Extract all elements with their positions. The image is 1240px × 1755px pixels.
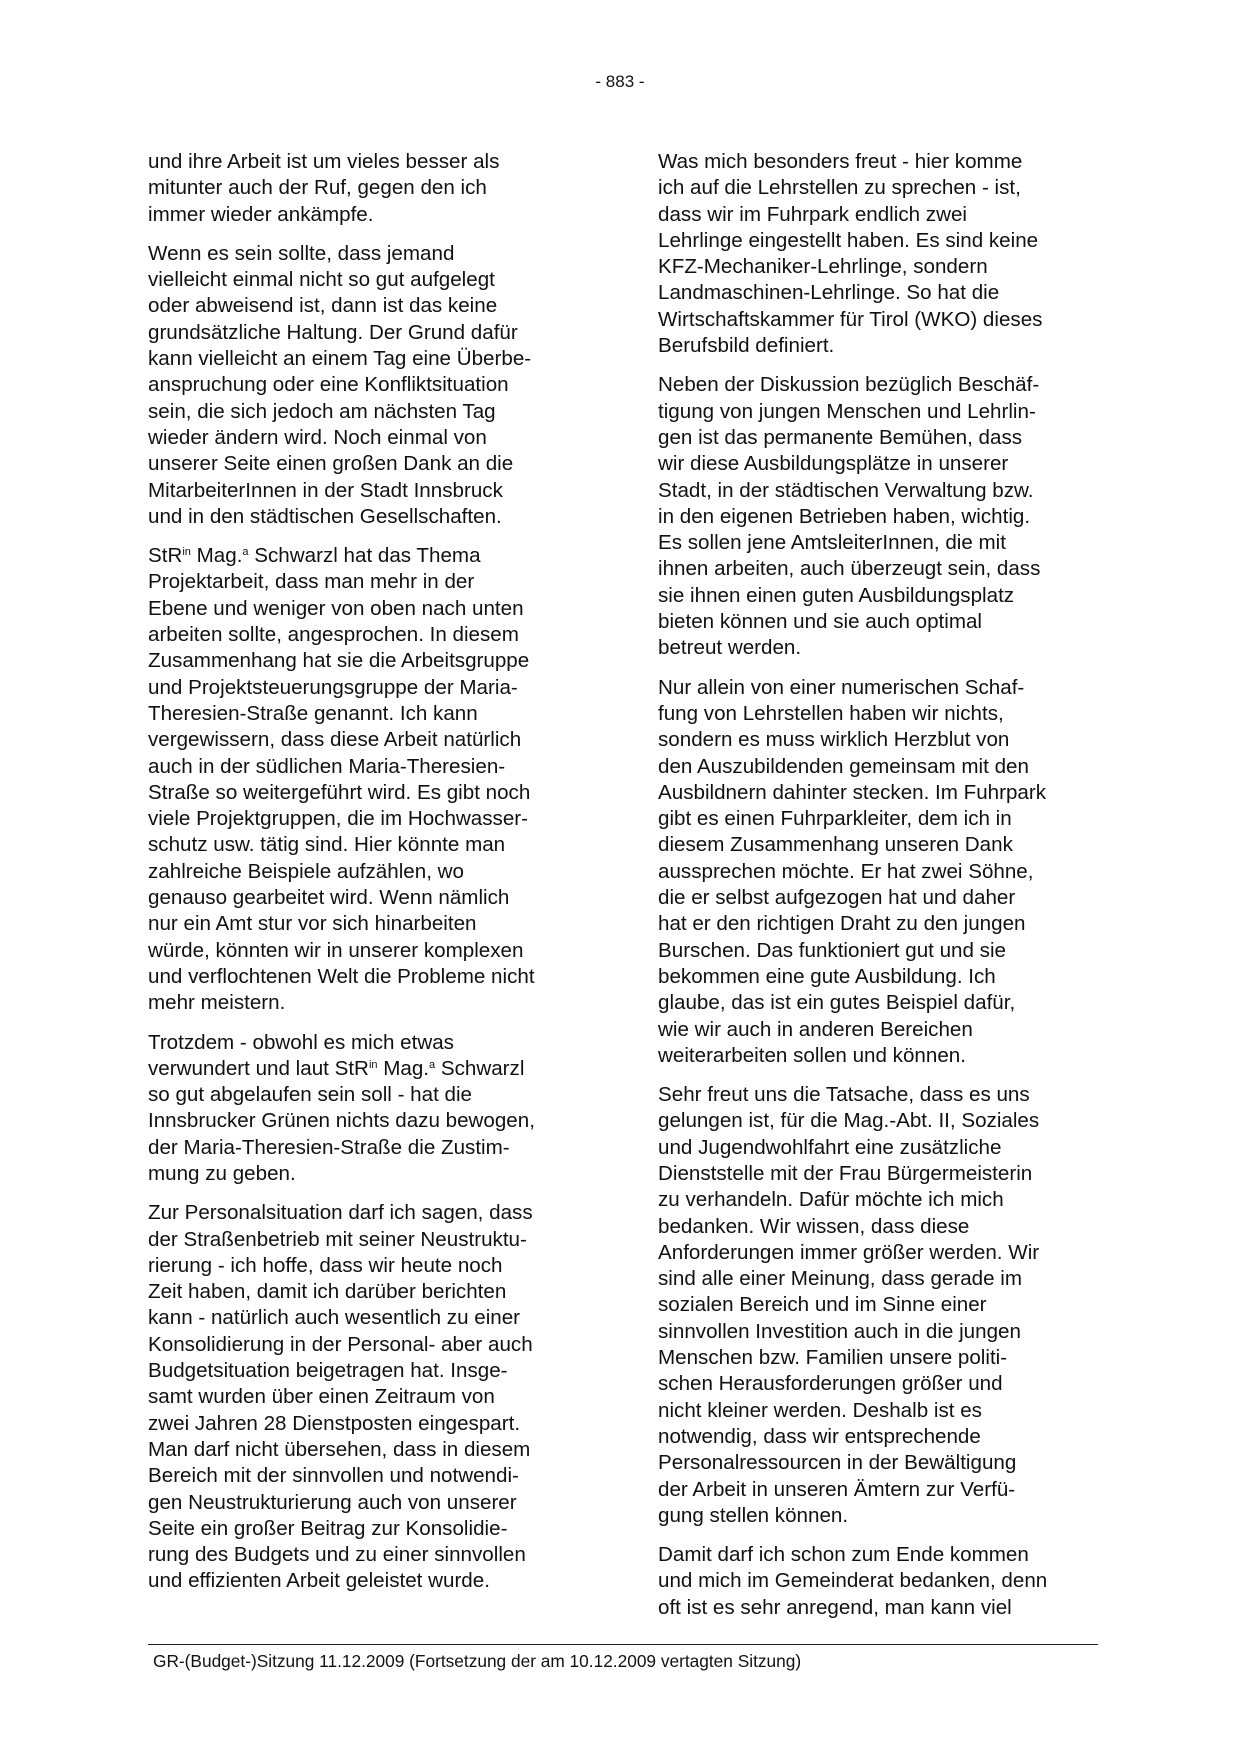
paragraph xyxy=(658,1542,1113,1621)
text-line: der Maria-Theresien-Straße die Zustim- xyxy=(148,1135,510,1159)
text-line: Ausbildnern dahinter stecken. Im Fuhrpark xyxy=(658,780,1047,804)
footer-divider xyxy=(148,1644,1098,1645)
text-line: Ebene und weniger von oben nach unten xyxy=(148,596,524,620)
text-line: sie ihnen einen guten Ausbildungsplatz xyxy=(658,583,1015,607)
text-line: Dienststelle mit der Frau Bürgermeisterin xyxy=(658,1161,1033,1185)
text-line: vergewissern, dass diese Arbeit natürlich xyxy=(148,728,522,752)
text-line: fung von Lehrstellen haben wir nichts, xyxy=(658,701,1004,725)
text-line: den Auszubildenden gemeinsam mit den xyxy=(658,754,1029,778)
footer-session-info: GR-(Budget-)Sitzung 11.12.2009 (Fortsetzung der am 10.12.2009 vertagten Sitzung) xyxy=(153,1651,802,1671)
text-line: genauso gearbeitet wird. Wenn nämlich xyxy=(148,886,510,910)
text-line: gung stellen können. xyxy=(658,1503,849,1527)
text-line: Budgetsituation beigetragen hat. Insge- xyxy=(148,1359,508,1383)
paragraph xyxy=(148,1030,603,1188)
text-line: mitunter auch der Ruf, gegen den ich xyxy=(148,176,487,200)
text-line: gibt es einen Fuhrparkleiter, dem ich in xyxy=(658,807,1012,831)
paragraph xyxy=(658,149,1113,359)
text-line: immer wieder ankämpfe. xyxy=(148,202,374,226)
text-line: und in den städtischen Gesellschaften. xyxy=(148,504,502,528)
text-line: sind alle einer Meinung, dass gerade im xyxy=(658,1267,1023,1291)
text-line: Theresien-Straße genannt. Ich kann xyxy=(148,701,478,725)
text-line: Wenn es sein sollte, dass jemand xyxy=(148,241,455,265)
text-line: und Projektsteuerungsgruppe der Maria- xyxy=(148,675,518,699)
text-line: Was mich besonders freut - hier komme xyxy=(658,150,1023,173)
text-line: unserer Seite einen großen Dank an die xyxy=(148,452,514,476)
text-line: Personalressourcen in der Bewältigung xyxy=(658,1451,1017,1475)
text-line: Zur Personalsituation darf ich sagen, dass xyxy=(148,1201,533,1225)
superscript: a xyxy=(429,1058,436,1071)
text-line: sondern es muss wirklich Herzblut von xyxy=(658,728,1010,752)
text-line: und effizienten Arbeit geleistet wurde. xyxy=(148,1569,490,1593)
text-line: so gut abgelaufen sein soll - hat die xyxy=(148,1083,472,1107)
text-line: grundsätzliche Haltung. Der Grund dafür xyxy=(148,320,518,344)
paragraph xyxy=(658,372,1113,661)
text-line: gen ist das permanente Bemühen, dass xyxy=(658,425,1023,449)
text-line: KFZ-Mechaniker-Lehrlinge, sondern xyxy=(658,255,988,279)
text-line: Es sollen jene AmtsleiterInnen, die mit xyxy=(658,531,1006,555)
text-line: arbeiten sollte, angesprochen. In diesem xyxy=(148,623,519,647)
text-line: Landmaschinen-Lehrlinge. So hat die xyxy=(658,281,1000,305)
text-line: würde, könnten wir in unserer komplexen xyxy=(148,938,524,962)
text-line: StR$^{in}$ Mag.$^a$ Schwarzl hat das Thema xyxy=(148,544,481,568)
text-line: bedanken. Wir wissen, dass diese xyxy=(658,1214,970,1238)
text-line: Lehrlinge eingestellt haben. Es sind keine xyxy=(658,228,1039,252)
text-line: Stadt, in der städtischen Verwaltung bzw. xyxy=(658,478,1034,502)
text-line: Wirtschaftskammer für Tirol (WKO) dieses xyxy=(658,307,1043,331)
text-line: Burschen. Das funktioniert gut und sie xyxy=(658,938,1007,962)
text-line: Innsbrucker Grünen nichts dazu bewogen, xyxy=(148,1109,535,1133)
paragraph xyxy=(658,1082,1113,1529)
text-line: rierung - ich hoffe, dass wir heute noch xyxy=(148,1253,503,1277)
left-column xyxy=(148,149,603,1608)
text-line: Nur allein von einer numerischen Schaf- xyxy=(658,675,1025,699)
text-line: Man darf nicht übersehen, dass in diesem xyxy=(148,1437,531,1461)
text-line: Sehr freut uns die Tatsache, dass es uns xyxy=(658,1083,1030,1107)
text-line: Anforderungen immer größer werden. Wir xyxy=(658,1240,1040,1264)
text-line: Zusammenhang hat sie die Arbeitsgruppe xyxy=(148,649,530,673)
paragraph xyxy=(148,149,603,228)
paragraph xyxy=(148,543,603,1016)
text-line: Berufsbild definiert. xyxy=(658,334,835,358)
text-line: kann vielleicht an einem Tag eine Überbe- xyxy=(148,347,532,371)
text-line: hat er den richtigen Draht zu den jungen xyxy=(658,912,1026,936)
text-line: Seite ein großer Beitrag zur Konsolidie- xyxy=(148,1516,508,1540)
text-line: glaube, das ist ein gutes Beispiel dafür, xyxy=(658,991,1016,1015)
text-line: notwendig, dass wir entsprechende xyxy=(658,1424,981,1448)
text-line: rung des Budgets und zu einer sinnvollen xyxy=(148,1543,526,1567)
text-line: gen Neustrukturierung auch von unserer xyxy=(148,1490,517,1514)
text-line: schen Herausforderungen größer und xyxy=(658,1372,1003,1396)
text-line: aussprechen möchte. Er hat zwei Söhne, xyxy=(658,859,1034,883)
text-line: kann - natürlich auch wesentlich zu einer xyxy=(148,1306,521,1330)
text-line: oder abweisend ist, dann ist das keine xyxy=(148,294,498,318)
text-line: weiterarbeiten sollen und können. xyxy=(658,1043,966,1067)
text-line: Projektarbeit, dass man mehr in der xyxy=(148,570,475,594)
text-line: MitarbeiterInnen in der Stadt Innsbruck xyxy=(148,478,503,502)
text-line: anspruchung oder eine Konfliktsituation xyxy=(148,373,509,397)
superscript: in xyxy=(368,1058,378,1071)
text-line: ich auf die Lehrstellen zu sprechen - ist, xyxy=(658,176,1021,200)
text-line: Trotzdem - obwohl es mich etwas xyxy=(148,1030,454,1054)
text-line: sinnvollen Investition auch in die jungen xyxy=(658,1319,1021,1343)
right-column xyxy=(658,149,1113,1634)
superscript: in xyxy=(182,546,191,559)
text-line: zwei Jahren 28 Dienstposten eingespart. xyxy=(148,1411,521,1435)
text-line: nur ein Amt stur vor sich hinarbeiten xyxy=(148,912,477,936)
text-line: wieder ändern wird. Noch einmal von xyxy=(148,425,487,449)
text-line: Zeit haben, damit ich darüber berichten xyxy=(148,1280,507,1304)
text-line: in den eigenen Betrieben haben, wichtig. xyxy=(658,504,1031,528)
text-line: diesem Zusammenhang unseren Dank xyxy=(658,833,1013,857)
text-line: wir diese Ausbildungsplätze in unserer xyxy=(658,452,1009,476)
text-line: und verflochtenen Welt die Probleme nicht xyxy=(148,964,535,988)
text-line: mung zu geben. xyxy=(148,1161,296,1185)
text-line: zu verhandeln. Dafür möchte ich mich xyxy=(658,1188,1004,1212)
text-line: sein, die sich jedoch am nächsten Tag xyxy=(148,399,496,423)
text-line: mehr meistern. xyxy=(148,991,286,1015)
text-line: nicht kleiner werden. Deshalb ist es xyxy=(658,1398,982,1422)
text-line: und ihre Arbeit ist um vieles besser als xyxy=(148,150,500,173)
paragraph xyxy=(148,241,603,530)
text-line: bekommen eine gute Ausbildung. Ich xyxy=(658,964,996,988)
text-line: betreut werden. xyxy=(658,636,802,660)
text-line: und Jugendwohlfahrt eine zusätzliche xyxy=(658,1135,1002,1159)
text-line: Konsolidierung in der Personal- aber auch xyxy=(148,1332,533,1356)
text-line: auch in der südlichen Maria-Theresien- xyxy=(148,754,506,778)
paragraph xyxy=(658,675,1113,1069)
text-line: vielleicht einmal nicht so gut aufgelegt xyxy=(148,268,495,292)
text-line: Bereich mit der sinnvollen und notwendi- xyxy=(148,1464,519,1488)
text-line: und mich im Gemeinderat bedanken, denn xyxy=(658,1569,1048,1593)
text-line: viele Projektgruppen, die im Hochwasser- xyxy=(148,807,529,831)
text-line: Menschen bzw. Familien unsere politi- xyxy=(658,1346,1008,1370)
text-line: gelungen ist, für die Mag.-Abt. II, Soziales xyxy=(658,1109,1040,1133)
text-line: schutz usw. tätig sind. Hier könnte man xyxy=(148,833,506,857)
text-line: zahlreiche Beispiele aufzählen, wo xyxy=(148,859,464,883)
text-line: wie wir auch in anderen Bereichen xyxy=(658,1017,973,1041)
text-line: bieten können und sie auch optimal xyxy=(658,610,983,634)
text-line: der Arbeit in unseren Ämtern zur Verfü- xyxy=(658,1477,1016,1501)
text-line: der Straßenbetrieb mit seiner Neustruktu- xyxy=(148,1227,527,1251)
paragraph xyxy=(148,1200,603,1594)
text-line: sozialen Bereich und im Sinne einer xyxy=(658,1293,987,1317)
text-line: samt wurden über einen Zeitraum von xyxy=(148,1385,495,1409)
text-line: Neben der Diskussion bezüglich Beschäf- xyxy=(658,373,1040,397)
text-line: Straße so weitergeführt wird. Es gibt noch xyxy=(148,780,531,804)
text-line: die er selbst aufgezogen hat und daher xyxy=(658,886,1016,910)
superscript: a xyxy=(242,546,249,559)
text-line: ihnen arbeiten, auch überzeugt sein, dass xyxy=(658,557,1041,581)
text-line: tigung von jungen Menschen und Lehrlin- xyxy=(658,399,1036,423)
page-number: - 883 - xyxy=(595,72,645,91)
text-line: Damit darf ich schon zum Ende kommen xyxy=(658,1543,1029,1567)
text-line: verwundert und laut StR$^{in}$ Mag.$^a$ Schwarzl xyxy=(148,1056,525,1080)
text-line: oft ist es sehr anregend, man kann viel xyxy=(658,1595,1012,1619)
text-line: dass wir im Fuhrpark endlich zwei xyxy=(658,202,968,226)
